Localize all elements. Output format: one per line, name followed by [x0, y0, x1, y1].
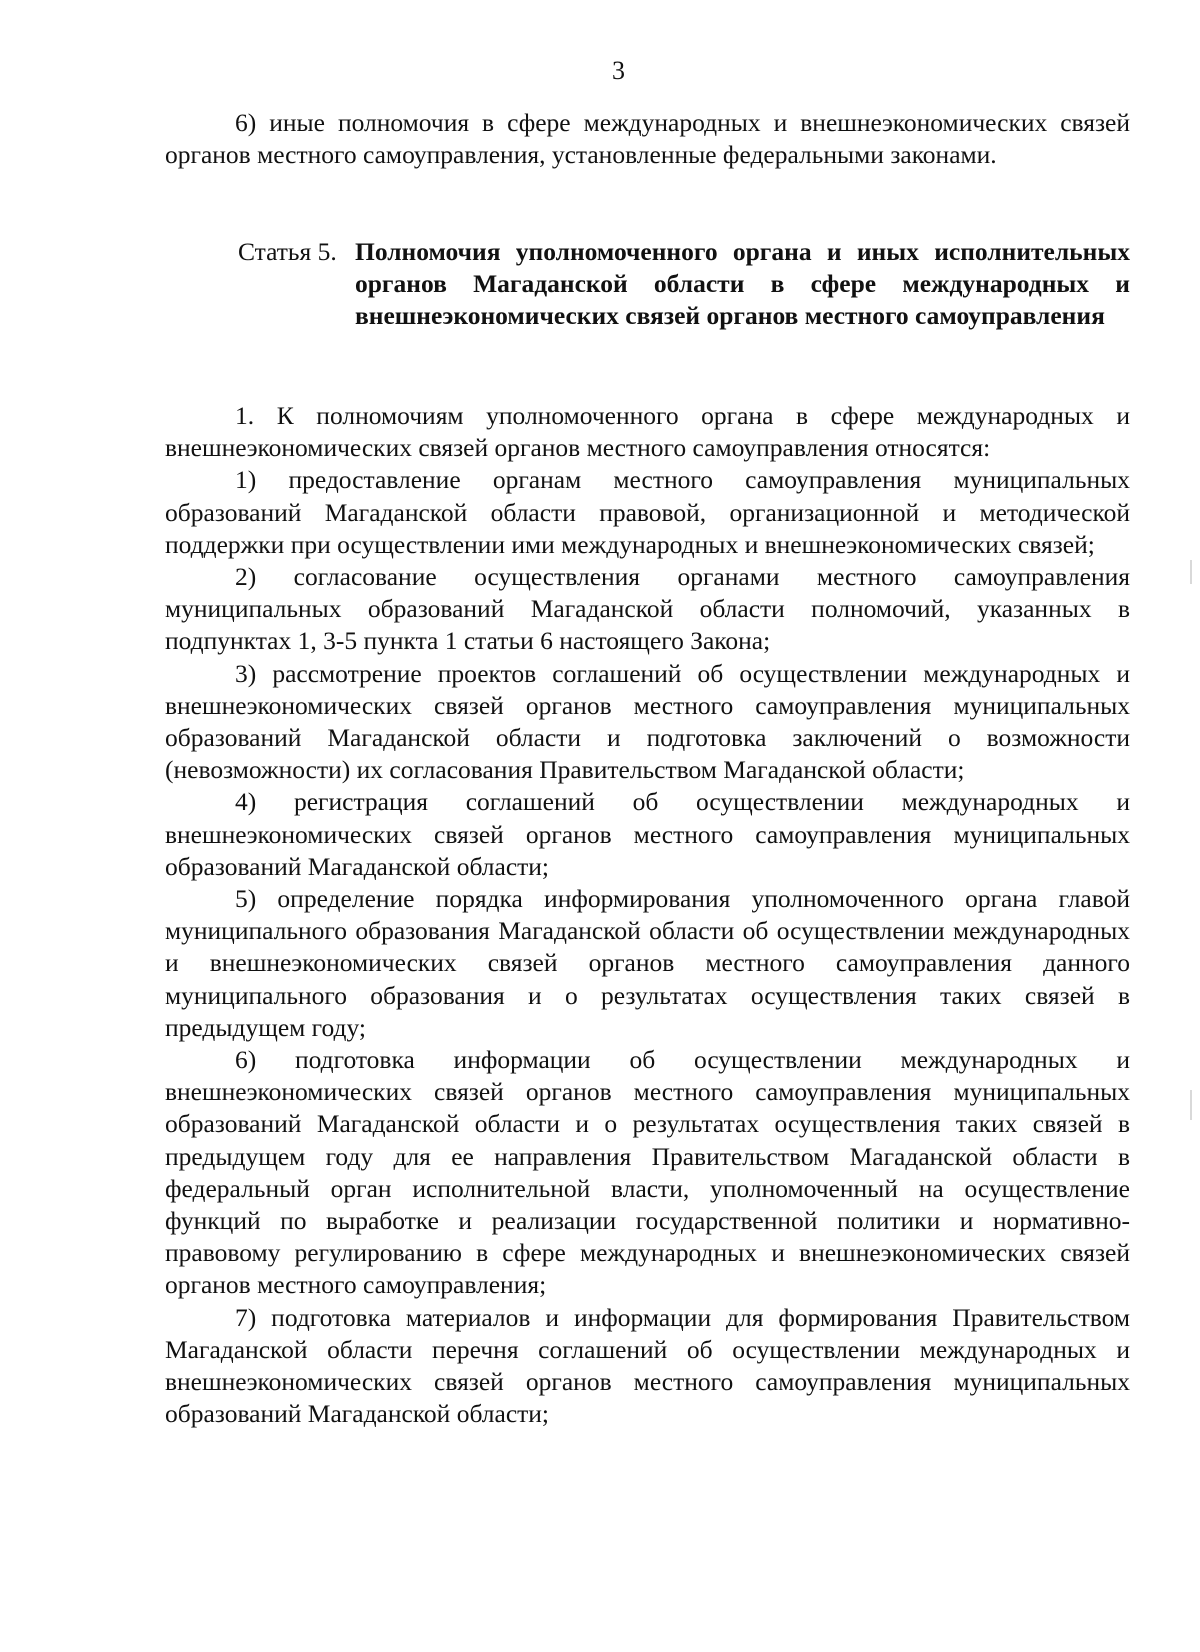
paragraph-item-3: 3) рассмотрение проектов соглашений об осуществлении международных и внешнеэкономических связей органов местного самоуправления муниципальных образований Магаданской области и подготовка заключений о возможности (невозможности) их согласования Правительством Магаданской области;: [165, 658, 1130, 785]
scan-artifact: [488, 0, 698, 16]
page-number: 3: [612, 56, 625, 85]
paragraph-item-1: 1) предоставление органам местного самоуправления муниципальных образований Магаданской области правовой, организационной и методической поддержки при осуществлении ими международных и внешнеэкономических связей;: [165, 465, 1130, 559]
intro-section: [165, 107, 1130, 171]
paragraph-clause-1: 1. К полномочиям уполномоченного органа в сфере международных и внешнеэкономических связей органов местного самоуправления относятся:: [165, 401, 1130, 463]
article-title: Полномочия уполномоченного органа и иных исполнительных органов Магаданской области в сфере международных и внешнеэкономических связей органов местного самоуправления: [355, 237, 1130, 331]
scan-edge-mark: [1190, 560, 1192, 584]
scan-edge-mark: [1190, 1090, 1192, 1120]
article-body: [165, 400, 1130, 1431]
paragraph-item-7: 7) подготовка материалов и информации для формирования Правительством Магаданской области перечня соглашений об осуществлении международных и внешнеэкономических связей органов местного самоуправления муниципальных образований Магаданской области;: [165, 1302, 1130, 1429]
article-label: Статья 5.: [238, 237, 337, 266]
paragraph-item-6: 6) подготовка информации об осуществлении международных и внешнеэкономических связей органов местного самоуправления муниципальных образований Магаданской области и о результатах осуществления таких связей в предыдущем году для ее направления Правительством Магаданской области в федеральный орган исполнительной власти, уполномоченный на осуществление функций по выработке и реализации государственной политики и нормативно-правовому регулированию в сфере международных и внешнеэкономических связей органов местного самоуправления;: [165, 1045, 1130, 1300]
paragraph-item-2: 2) согласование осуществления органами местного самоуправления муниципальных образований Магаданской области полномочий, указанных в подпунктах 1, 3-5 пункта 1 статьи 6 настоящего Закона;: [165, 562, 1130, 656]
paragraph-item-4: 4) регистрация соглашений об осуществлении международных и внешнеэкономических связей органов местного самоуправления муниципальных образований Магаданской области;: [165, 787, 1130, 881]
intro-paragraph: 6) иные полномочия в сфере международных и внешнеэкономических связей органов местного самоуправления, установленные федеральными законами.: [165, 108, 1130, 170]
paragraph-item-5: 5) определение порядка информирования уполномоченного органа главой муниципального образования Магаданской области об осуществлении международных и внешнеэкономических связей органов местного самоуправления данного муниципального образования и о результатах осуществления таких связей в предыдущем году;: [165, 884, 1130, 1042]
